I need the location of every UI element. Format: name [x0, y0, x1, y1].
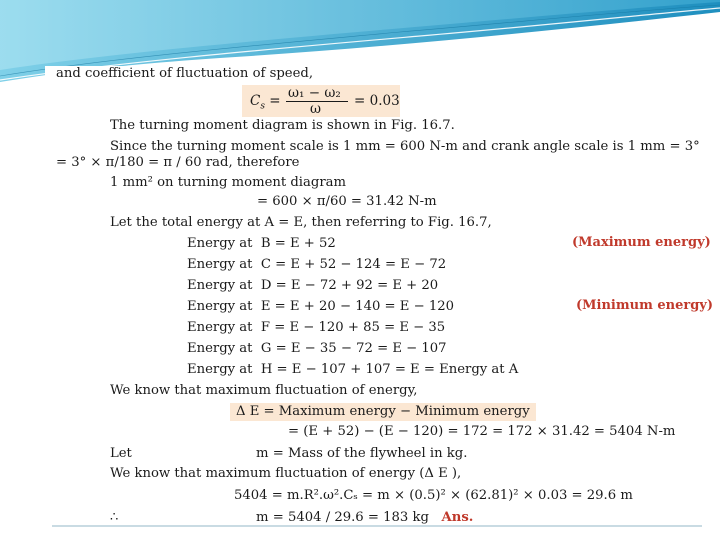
text-line: We know that maximum fluctuation of energy (Δ E ), — [110, 466, 462, 481]
mass-result — [256, 510, 473, 526]
formula-coefficient-fluctuation — [242, 85, 400, 117]
energy-at-h: Energy at H = E − 107 + 107 = E = Energy at A — [187, 362, 519, 377]
energy-at-c: Energy at C = E + 52 − 124 = E − 72 — [187, 257, 447, 272]
answer-label: Ans. — [441, 510, 474, 525]
divider — [52, 525, 702, 527]
energy-at-d: Energy at D = E − 72 + 92 = E + 20 — [187, 278, 439, 293]
text-line: We know that maximum fluctuation of energy, — [110, 383, 418, 398]
text-line: Let the total energy at A = E, then referring to Fig. 16.7, — [110, 215, 492, 230]
text-line: = 3° × π/180 = π / 60 rad, therefore — [56, 155, 300, 170]
formula-denominator: ω — [310, 101, 322, 117]
formula-lhs: $C_s$ = — [250, 93, 281, 112]
energy-at-f: Energy at F = E − 120 + 85 = E − 35 — [187, 320, 446, 335]
energy-equation: 5404 = m.R².ω².Cₛ = m × (0.5)² × (62.81)² × 0.03 = 29.6 m — [234, 488, 633, 503]
intro-line: and coefficient of fluctuation of speed, — [56, 66, 314, 81]
therefore-symbol: ∴ — [110, 510, 119, 525]
delta-e-definition: Δ E = Maximum energy − Minimum energy — [230, 403, 536, 421]
mass-definition: m = Mass of the flywheel in kg. — [256, 446, 468, 461]
formula-numerator: ω₁ − ω₂ — [288, 85, 341, 101]
text-line: = 600 × π/60 = 31.42 N-m — [257, 194, 437, 209]
note-minimum-energy: (Minimum energy) — [576, 298, 713, 313]
note-maximum-energy: (Maximum energy) — [572, 235, 711, 250]
energy-at-e: Energy at E = E + 20 − 140 = E − 120 — [187, 299, 455, 314]
energy-at-b: Energy at B = E + 52 — [187, 236, 336, 251]
text-line: = (E + 52) − (E − 120) = 172 = 172 × 31.42 = 5404 N-m — [288, 424, 676, 439]
let-label: Let — [110, 446, 132, 461]
energy-at-g: Energy at G = E − 35 − 72 = E − 107 — [187, 341, 447, 356]
formula-value: = 0.03 — [354, 93, 400, 109]
text-line: 1 mm² on turning moment diagram — [110, 175, 347, 190]
text-line: The turning moment diagram is shown in Fig. 16.7. — [110, 118, 455, 133]
mass-result-text: m = 5404 / 29.6 = 183 kg — [256, 510, 429, 525]
text-line: Since the turning moment scale is 1 mm = 600 N-m and crank angle scale is 1 mm = 3° — [110, 139, 700, 154]
